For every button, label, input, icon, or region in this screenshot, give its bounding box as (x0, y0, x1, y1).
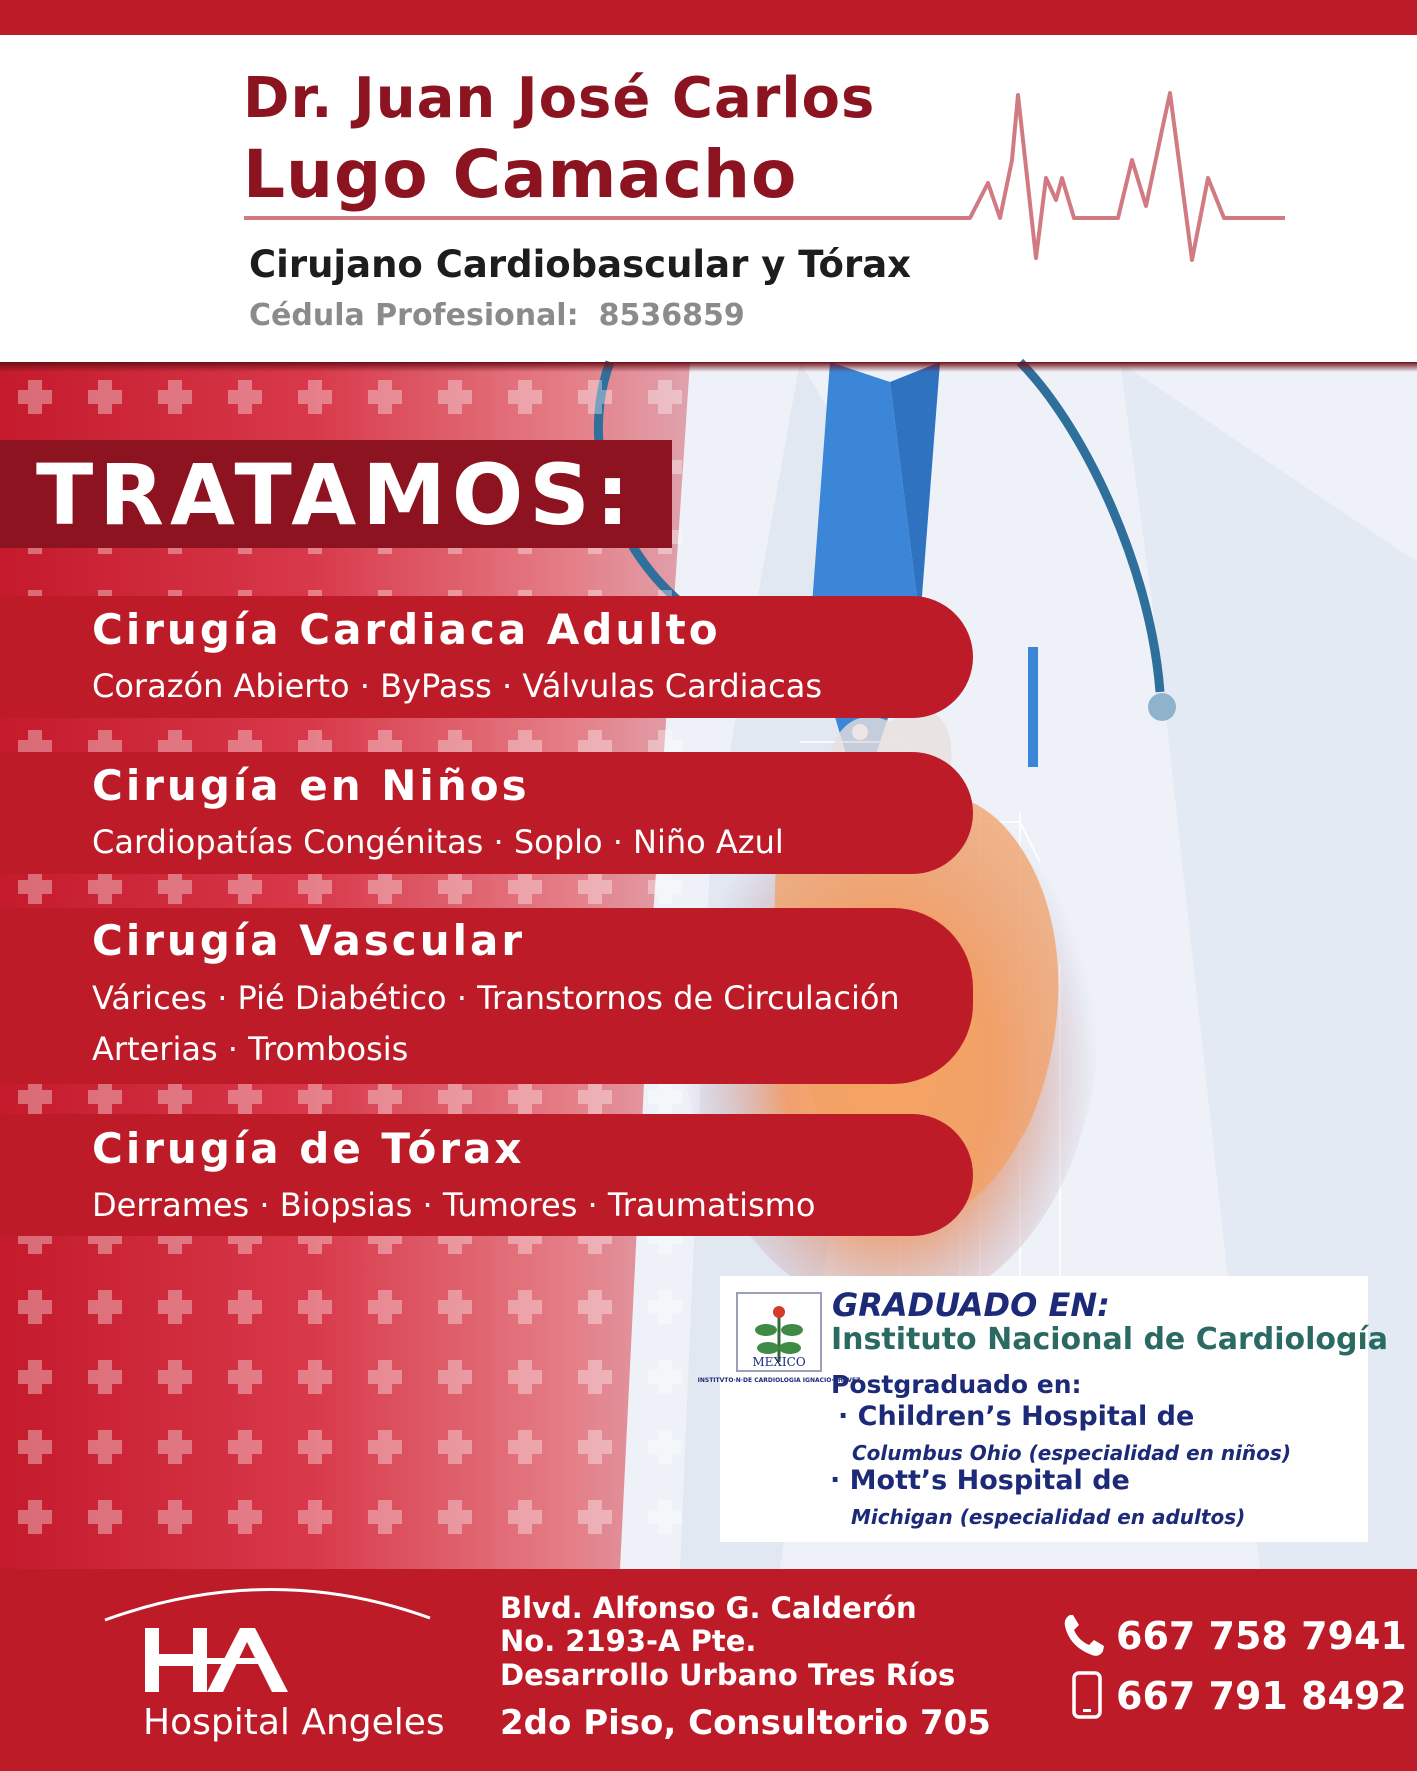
treatment-details: Derrames · Biopsias · Tumores · Traumatismo (92, 1186, 816, 1224)
cedula (249, 298, 745, 333)
postgrad-hospital: · Children’s Hospital de (838, 1401, 1195, 1432)
specialty: Cirujano Cardiobascular y Tórax (249, 243, 912, 286)
treatment-details: Várices · Pié Diabético · Transtornos de Circulación (92, 979, 900, 1017)
mobile-phone-icon (1066, 1672, 1110, 1718)
postgrad-note: Columbus Ohio (especialidad en niños) (852, 1441, 1291, 1465)
tratamos-heading: TRATAMOS: (36, 446, 636, 544)
treatment-details: Cardiopatías Congénitas · Soplo · Niño Azul (92, 823, 784, 861)
postgrad-hospital: · Mott’s Hospital de (830, 1465, 1130, 1496)
seal-text: MEXICO (752, 1355, 806, 1369)
treatment-title: Cirugía Cardiaca Adulto (92, 605, 721, 654)
address-line-office: 2do Piso, Consultorio 705 (500, 1703, 991, 1743)
cardiology-institute-seal (697, 1292, 861, 1402)
seal-caption: INSTITVTO·N·DE CARDIOLOGIA IGNACIO·CHAVEZ (697, 1377, 861, 1384)
postgrad-label: Postgraduado en: (831, 1370, 1082, 1399)
address-line: Desarrollo Urbano Tres Ríos (500, 1658, 956, 1692)
treatment-details-line2: Arterias · Trombosis (92, 1030, 409, 1068)
education-title: GRADUADO EN: (832, 1286, 1110, 1324)
treatment-details: Corazón Abierto · ByPass · Válvulas Cardiacas (92, 667, 823, 705)
phone-icon (1062, 1612, 1106, 1658)
doctor-name-line2: Lugo Camacho (243, 136, 798, 213)
address-line: No. 2193-A Pte. (500, 1624, 757, 1658)
treatment-title: Cirugía en Niños (92, 761, 530, 810)
cedula-number: 8536859 (598, 298, 745, 333)
phone-number[interactable]: 667 758 7941 (1116, 1614, 1407, 1658)
postgrad-note: Michigan (especialidad en adultos) (851, 1505, 1246, 1529)
doctor-name-line1: Dr. Juan José Carlos (243, 66, 876, 131)
hero-top-shadow (0, 362, 1417, 372)
hospital-name: Hospital Angeles (143, 1702, 445, 1743)
treatment-title: Cirugía de Tórax (92, 1124, 525, 1173)
education-institute: Instituto Nacional de Cardiología (831, 1322, 1389, 1357)
cedula-label: Cédula Profesional: (249, 298, 579, 333)
mobile-number[interactable]: 667 791 8492 (1116, 1674, 1407, 1718)
treatment-title: Cirugía Vascular (92, 916, 526, 965)
address-line: Blvd. Alfonso G. Calderón (500, 1591, 917, 1625)
top-bar (0, 0, 1417, 35)
